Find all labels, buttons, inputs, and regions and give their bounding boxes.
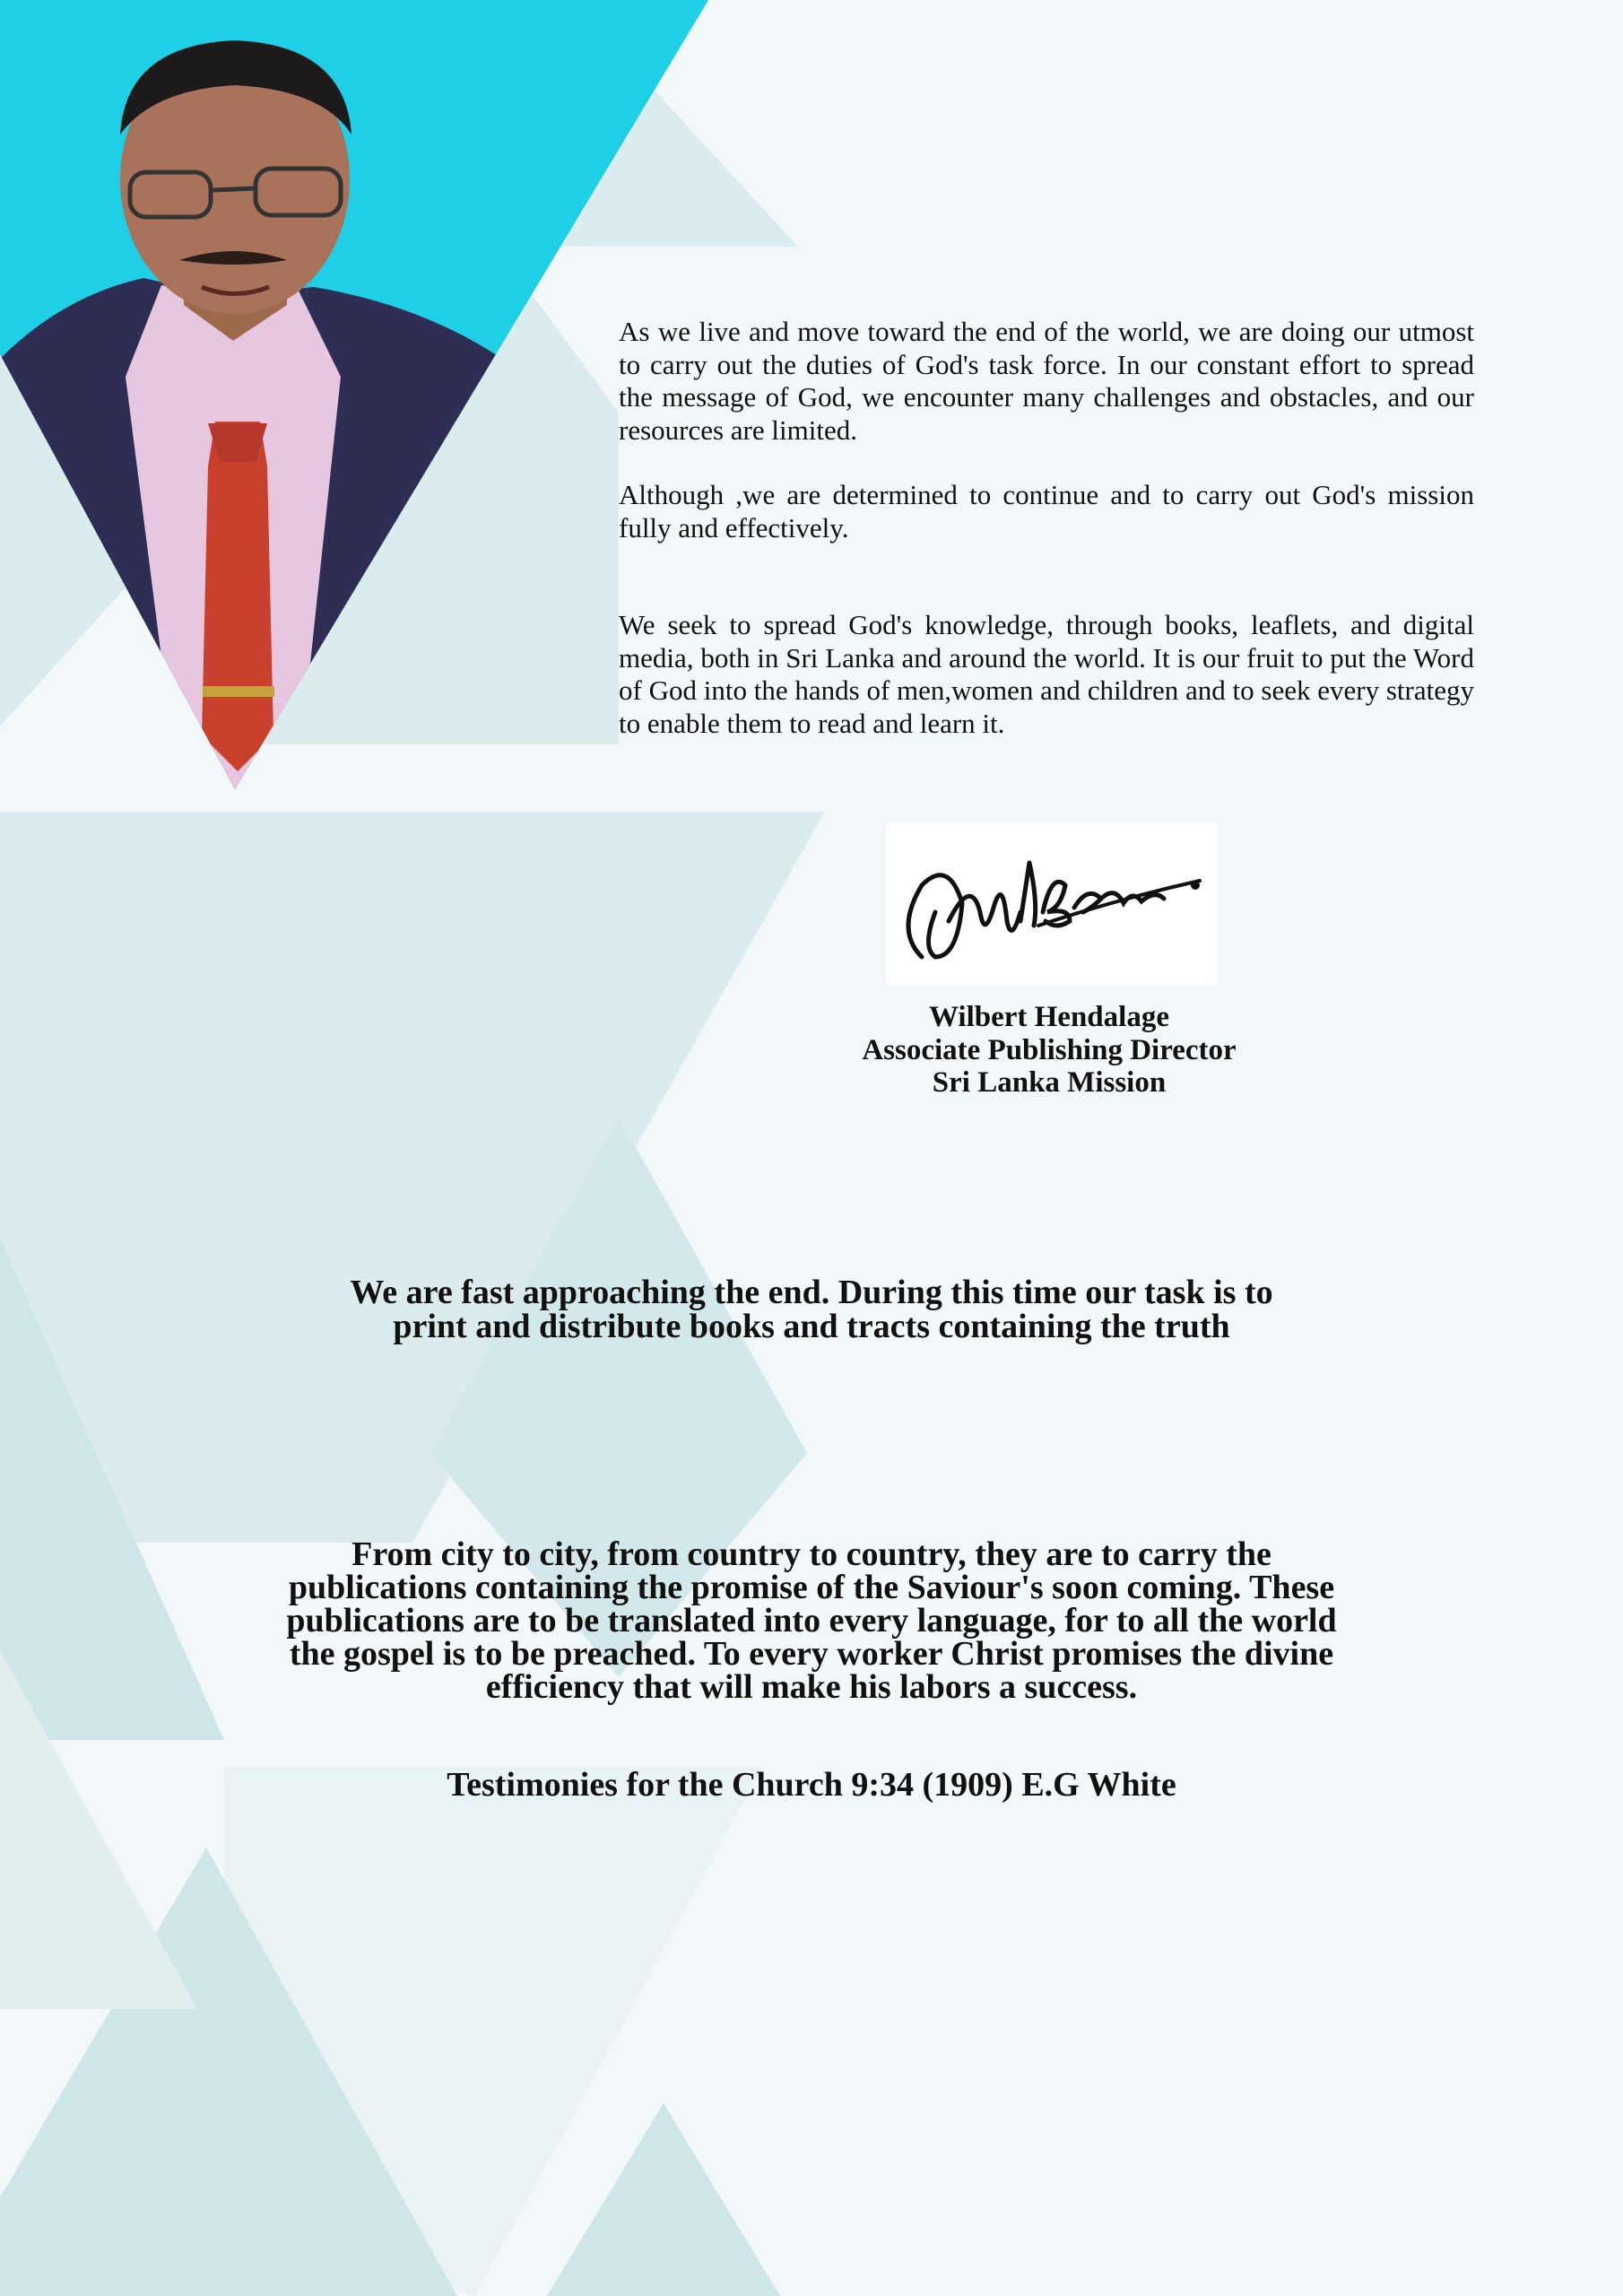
letter-paragraph: As we live and move toward the end of the world, we are doing our utmost to carry out the duties of God's task force. In our constant effort to spread the message of God, we encounter many challenges and obstacles, and our resources are limited. (619, 316, 1474, 446)
signatory-title: Associate Publishing Director (862, 1033, 1237, 1066)
quote-line: We are fast approaching the end. During this time our task is to (350, 1274, 1273, 1311)
signatory-block (771, 1001, 1327, 1100)
quote-line: publications containing the promise of the Saviour's soon coming. These (288, 1569, 1335, 1606)
quote-citation: Testimonies for the Church 9:34 (1909) E.G White (447, 1766, 1176, 1804)
scripture-quote (215, 1535, 1408, 1706)
signatory-organization: Sri Lanka Mission (932, 1066, 1167, 1099)
quote-line: the gospel is to be preached. To every worker Christ promises the divine (289, 1635, 1334, 1673)
quote-line: publications are to be translated into every language, for to all the world (286, 1602, 1337, 1639)
letter-paragraph: We seek to spread God's knowledge, through books, leaflets, and digital media, both in Sri Lanka and around the world. It is our fruit to put the Word of God into the hands of men,women and children and to seek every strategy to enable them to read and learn it. (619, 609, 1474, 739)
signatory-name: Wilbert Hendalage (929, 1001, 1169, 1033)
letter-paragraph: Although ,we are determined to continue and to carry out God's mission fully and effectively. (619, 479, 1474, 544)
portrait-photo (0, 0, 717, 798)
callout-quote (215, 1275, 1408, 1344)
quote-line: print and distribute books and tracts containing the truth (393, 1308, 1230, 1345)
quote-line: From city to city, from country to country, they are to carry the (352, 1535, 1271, 1573)
signature-image (886, 822, 1218, 986)
letter-body (619, 316, 1474, 740)
quote-line: efficiency that will make his labors a success. (485, 1668, 1138, 1706)
